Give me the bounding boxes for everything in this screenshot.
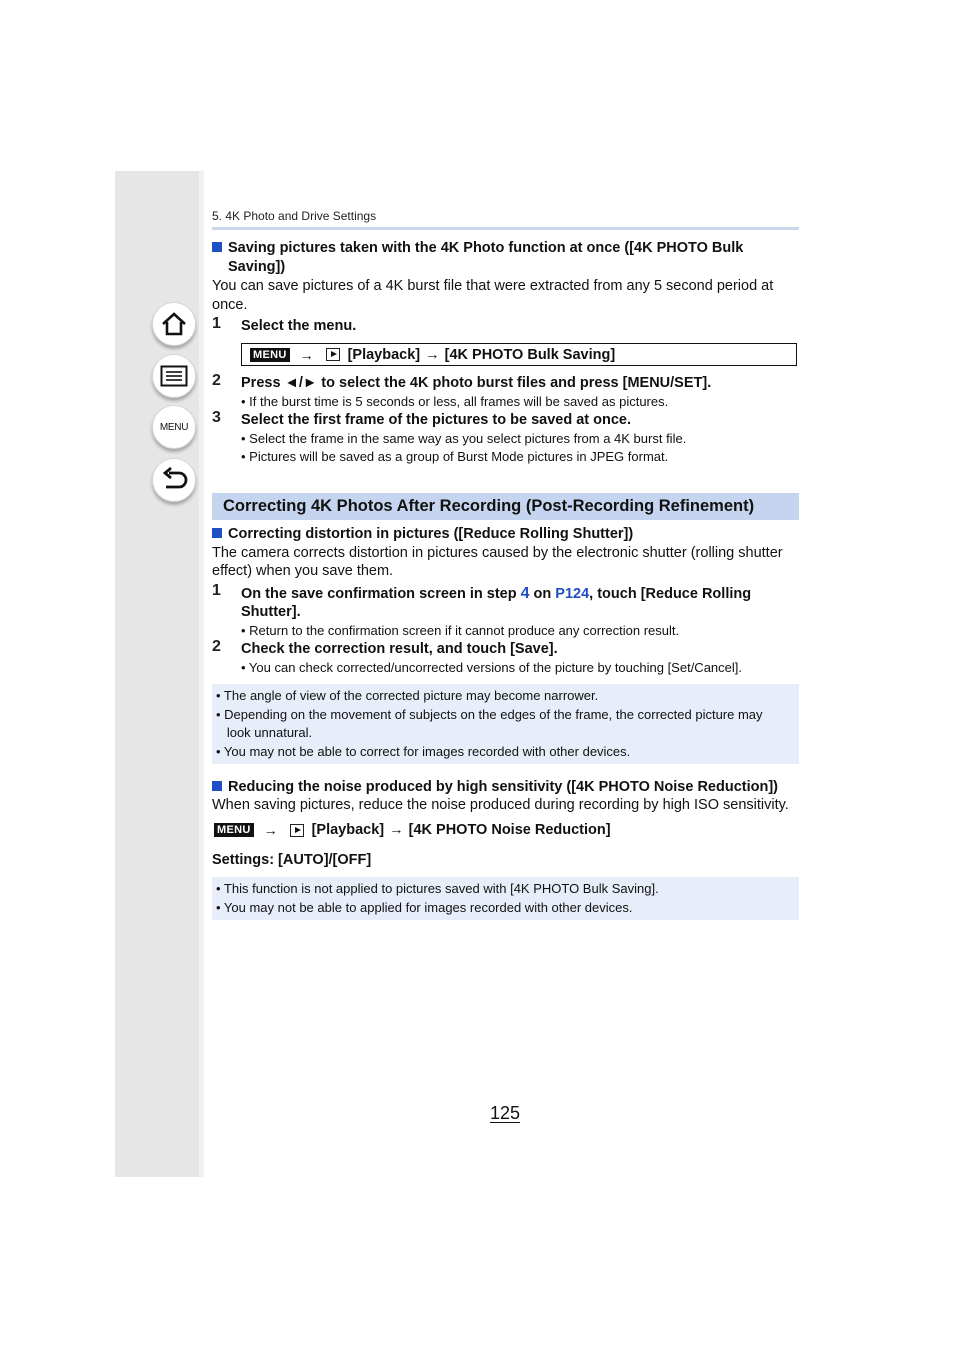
note-item: • You may not be able to correct for images recorded with other devices. bbox=[216, 743, 631, 759]
bulk-intro-line2: once. bbox=[212, 297, 248, 313]
bulk-heading: Saving pictures taken with the 4K Photo function at once ([4K PHOTO Bulk bbox=[212, 239, 743, 258]
note-item: • The angle of view of the corrected picture may become narrower. bbox=[216, 688, 599, 703]
arrow: → bbox=[299, 346, 314, 363]
rolling-heading: Correcting distortion in pictures ([Reduce Rolling Shutter]) bbox=[212, 525, 633, 544]
square-bullet-icon bbox=[212, 528, 222, 538]
playback-icon bbox=[326, 348, 340, 361]
contents-button[interactable] bbox=[152, 354, 196, 398]
noise-settings: Settings: [AUTO]/[OFF] bbox=[212, 852, 372, 868]
bulk-step3-note: • Pictures will be saved as a group of Burst Mode pictures in JPEG format. bbox=[241, 449, 669, 464]
noise-intro: When saving pictures, reduce the noise produced during recording by high ISO sensitivity. bbox=[212, 797, 789, 813]
menu-button-label: MENU bbox=[159, 421, 189, 433]
menu-item: [4K PHOTO Noise Reduction] bbox=[408, 822, 611, 838]
rolling-step1-line2: Shutter]. bbox=[241, 604, 301, 620]
page-number: 125 bbox=[490, 1103, 521, 1123]
step-number: 1 bbox=[212, 582, 221, 599]
breadcrumb: 5. 4K Photo and Drive Settings bbox=[212, 209, 377, 223]
noise-menu-path bbox=[214, 822, 611, 838]
menu-path-box bbox=[241, 343, 797, 366]
step-reference: 4 bbox=[520, 585, 530, 602]
bulk-heading-line2: Saving]) bbox=[228, 259, 286, 275]
step-number: 1 bbox=[212, 315, 221, 332]
header-rule bbox=[212, 227, 799, 230]
menu-playback: [Playback] bbox=[311, 822, 385, 838]
arrow: → bbox=[425, 346, 440, 363]
bulk-intro: You can save pictures of a 4K burst file that were extracted from any 5 second period at bbox=[212, 278, 774, 294]
menu-playback: [Playback] bbox=[347, 346, 421, 363]
rolling-step2: Check the correction result, and touch [Save]. bbox=[241, 641, 558, 657]
step-number: 2 bbox=[212, 372, 221, 389]
square-bullet-icon bbox=[212, 781, 222, 791]
noise-notes bbox=[212, 877, 799, 920]
rolling-intro-line2: effect) when you save them. bbox=[212, 563, 394, 579]
menu-button[interactable] bbox=[152, 405, 196, 449]
back-button[interactable] bbox=[152, 458, 196, 502]
step-number: 3 bbox=[212, 409, 221, 426]
rolling-intro: The camera corrects distortion in pictures caused by the electronic shutter (rolling shutter bbox=[212, 545, 783, 561]
rolling-step2-note: • You can check corrected/uncorrected versions of the picture by touching [Set/Cancel]. bbox=[241, 660, 743, 675]
note-item: • Depending on the movement of subjects on the edges of the frame, the corrected picture may bbox=[216, 706, 763, 722]
back-arrow-icon bbox=[160, 467, 188, 493]
home-button[interactable] bbox=[152, 302, 196, 346]
rolling-step1: On the save confirmation screen in step 4 on P124, touch [Reduce Rolling bbox=[241, 585, 752, 602]
arrow: → bbox=[389, 822, 404, 838]
rolling-notes bbox=[212, 684, 799, 764]
bulk-step2-note: • If the burst time is 5 seconds or less, all frames will be saved as pictures. bbox=[241, 394, 669, 409]
step-number: 2 bbox=[212, 638, 221, 655]
note-item: look unnatural. bbox=[216, 725, 313, 740]
note-item: • You may not be able to applied for images recorded with other devices. bbox=[216, 899, 633, 915]
home-icon bbox=[160, 311, 188, 337]
page-link-p124[interactable]: P124 bbox=[555, 586, 590, 602]
bulk-step3: Select the first frame of the pictures to be saved at once. bbox=[241, 412, 631, 428]
rolling-step1-note: • Return to the confirmation screen if it cannot produce any correction result. bbox=[241, 623, 680, 638]
menu-tag: MENU bbox=[214, 823, 254, 837]
arrow: → bbox=[263, 822, 278, 838]
bulk-step2: Press ◄/► to select the 4K photo burst files and press [MENU/SET]. bbox=[241, 375, 712, 391]
square-bullet-icon bbox=[212, 242, 222, 252]
bulk-step1: Select the menu. bbox=[241, 318, 357, 334]
noise-heading: Reducing the noise produced by high sensitivity ([4K PHOTO Noise Reduction]) bbox=[212, 778, 778, 797]
menu-item: [4K PHOTO Bulk Saving] bbox=[444, 346, 616, 363]
playback-icon bbox=[290, 824, 304, 837]
section-title: Correcting 4K Photos After Recording (Post-Recording Refinement) bbox=[212, 493, 799, 520]
menu-tag: MENU bbox=[250, 348, 290, 362]
sidebar-edge bbox=[199, 171, 204, 1177]
bulk-step3-note: • Select the frame in the same way as you select pictures from a 4K burst file. bbox=[241, 431, 687, 446]
list-icon bbox=[160, 365, 188, 387]
note-item: • This function is not applied to pictures saved with [4K PHOTO Bulk Saving]. bbox=[216, 881, 659, 896]
